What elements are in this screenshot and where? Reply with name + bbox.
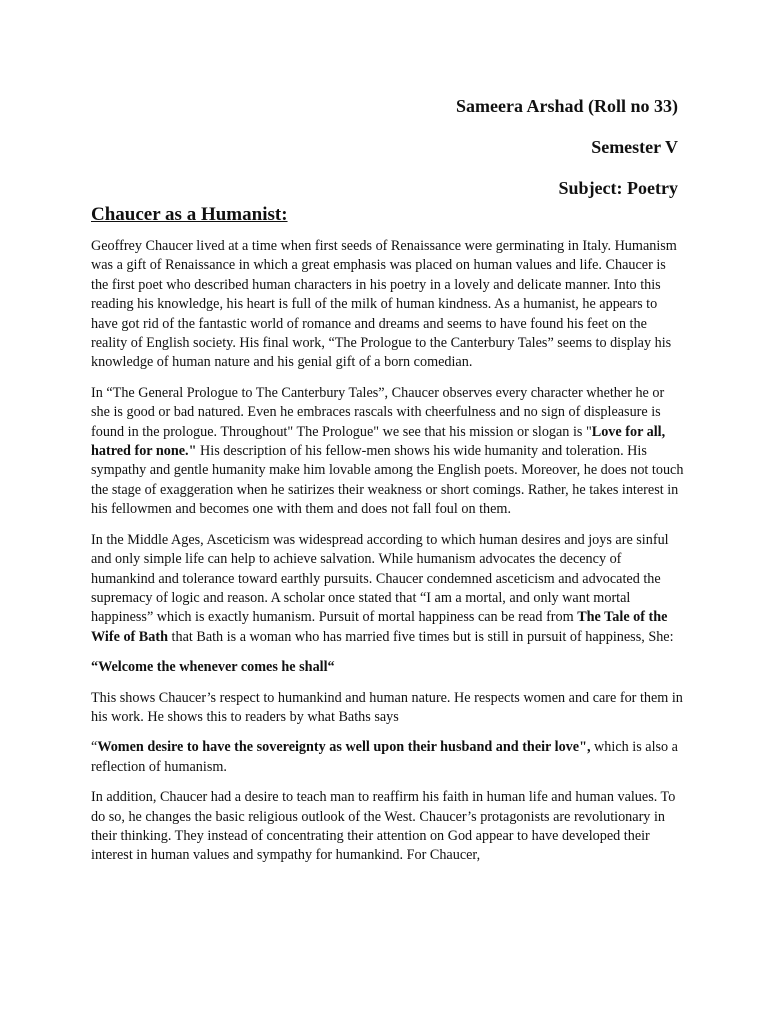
author-name: Sameera Arshad (Roll no 33): [456, 96, 678, 116]
semester-label: Semester V: [591, 137, 678, 157]
paragraph-5: [91, 738, 685, 777]
slogan-bold: Love for all, hatred for none.": [91, 423, 666, 460]
essay-title: Chaucer as a Humanist:: [91, 204, 288, 225]
essay-body: [91, 237, 685, 877]
paragraph-2-text-a: In “The General Prologue to The Canterbury Tales”, Chaucer observes every character whether he or she is good or bad natured. Even he embraces rascals with cheerfulness and no sign of displeasure is found in the prologue. Throughout" The Prologue" we see that his mission or slogan is ": [91, 384, 665, 440]
subject-label: Subject: Poetry: [558, 178, 678, 198]
paragraph-3-text-a: In the Middle Ages, Asceticism was widespread according to which human desires and joys are sinful and only simple life can help to achieve salvation. While humanism advocates the decency of humankind and tolerance toward earthly pursuits. Chaucer condemned asceticism and advocated the supremacy of logic and reason. A scholar once stated that “I am a mortal, and only want mortal happiness” which is exactly humanism. Pursuit of mortal happiness can be read from: [91, 531, 669, 626]
paragraph-6: In addition, Chaucer had a desire to teach man to reaffirm his faith in human life and human values. To do so, he changes the basic religious outlook of the West. Chaucer’s protagonists are revolutionary in their thinking. They instead of concentrating their attention on God appear to have developed their interest in human values and sympathy for humankind. For Chaucer,: [91, 789, 676, 864]
paragraph-3: [91, 531, 685, 647]
quote-welcome: “Welcome the whenever comes he shall“: [91, 659, 335, 676]
header-block: [456, 93, 678, 216]
quote-women-desire-bold: Women desire to have the sovereignty as well upon their husband and their love",: [97, 739, 591, 756]
paragraph-3-text-c: that Bath is a woman who has married five times but is still in pursuit of happiness, She:: [167, 628, 674, 645]
paragraph-1: Geoffrey Chaucer lived at a time when first seeds of Renaissance were germinating in Italy. Humanism was a gift of Renaissance in which a great emphasis was placed on human values and life. Chaucer is the first poet who described human characters in his poetry in a lovely and delicate manner. Into this reading his knowledge, his heart is full of the milk of human kindness. As a humanist, he appears to have got rid of the fantastic world of romance and dreams and seems to have found his feet on the reality of English society. His final work, “The Prologue to the Canterbury Tales” seems to display his knowledge of human nature and his genial gift of a born comedian.: [91, 238, 677, 371]
paragraph-2-text-c: His description of his fellow-men shows his wide humanity and toleration. His sympathy and gentle humanity make him lovable among the English poets. Moreover, he does not touch the stage of exaggeration when he satirizes their weakness or short comings. Rather, he takes interest in his fellowmen and becomes one with them and does not fall foul on them.: [91, 443, 684, 518]
paragraph-4: This shows Chaucer’s respect to humankind and human nature. He respects women and care for them in his work. He shows this to readers by what Baths says: [91, 689, 683, 725]
paragraph-5-text-c: which is also a reflection of humanism.: [91, 739, 678, 775]
paragraph-2: [91, 384, 685, 520]
paragraph-5-open-quote: “: [91, 739, 98, 756]
tale-title-bold: The Tale of the Wife of Bath: [91, 609, 668, 645]
